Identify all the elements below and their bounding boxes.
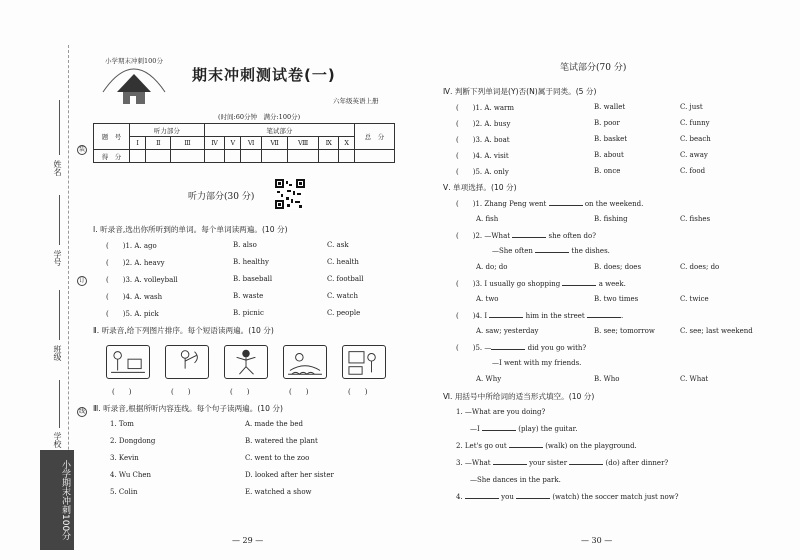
s3-left-2: 2. Dongdong [110,437,156,445]
s1-q5: ( )5. A. pick [106,310,159,318]
s1-q1: ( )1. A. ago [106,242,157,250]
grade-label: 六年级英语上册 [333,97,379,105]
bind-circle-2: 订 [78,277,85,284]
s5-q2-line2-text: —She often [492,247,533,255]
s5-q4 [456,311,623,321]
s6-line-2-b: (play) the guitar. [518,425,578,433]
roman-2: Ⅱ [146,137,171,150]
s5-q4-c: C. see; last weekend [680,327,753,335]
s5-q2-a: A. do; do [476,263,508,271]
score-cell[interactable] [355,150,395,163]
roman-8: Ⅷ [288,137,319,150]
score-label: 得 分 [94,150,130,163]
s6-line-6-c: (watch) the soccer match just now? [552,493,679,501]
s5-q3 [456,279,626,289]
s5-q2 [456,231,596,241]
roman-1: Ⅰ [130,137,146,150]
s3-right-e: E. watched a show [245,488,312,496]
s5-q5-blank[interactable] [491,349,525,350]
s4-q2-c: C. funny [680,119,710,127]
s1-q1-b: B. also [233,241,257,249]
s4-q3-c: C. beach [680,135,711,143]
total-header: 总 分 [355,124,395,150]
s5-q1-rest: on the weekend. [584,200,644,208]
s5-q2-blank-2[interactable] [535,252,569,253]
s6-line-6-b: you [501,493,514,501]
s6-blank-3[interactable] [493,464,527,465]
qr-code-icon [275,179,305,209]
score-cell[interactable] [262,150,288,163]
name-line[interactable] [59,100,60,155]
s5-q2-rest: she often do? [548,232,596,240]
s5-q5-a: A. Why [476,375,502,383]
exam-title: 期末冲刺测试卷(一) [192,66,336,84]
s1-q2-c: C. health [327,258,359,266]
name-label: 姓名 [53,160,62,176]
s1-q3-c: C. football [327,275,364,283]
s6-line-1: 1. —What are you doing? [456,408,546,416]
s5-q4-end: . [620,312,624,320]
listening-title: 听力部分(30 分) [188,192,255,202]
s5-q2-blank[interactable] [512,237,546,238]
binding-strip [0,0,92,560]
s5-q4-blank-2[interactable] [587,317,621,318]
s5-q5-c: C. What [680,375,709,383]
s5-q3-b: B. two times [594,295,639,303]
score-cell[interactable] [339,150,355,163]
s1-q3: ( )3. A. volleyball [106,276,178,284]
s3-left-5: 5. Colin [110,488,138,496]
s4-q5-b: B. once [594,167,621,175]
s6-line-3-b: (walk) on the playground. [545,442,637,450]
s4-q1-c: C. just [680,103,703,111]
roman-5: Ⅴ [225,137,241,150]
s5-q5-text: ( )5. — [456,344,492,352]
s6-line-2-a: —I [470,425,480,433]
s5-q4-rest: him in the street [525,312,585,320]
order-blank-3[interactable]: ( ) [230,388,250,396]
s5-q1-blank[interactable] [549,205,583,206]
section-3-heading: Ⅲ. 听录音,根据所听内容连线。每个句子读两遍。(10 分) [93,404,283,413]
book-title-vertical: 小学期末冲刺100分 [40,450,74,550]
s5-q4-b: B. see; tomorrow [594,327,655,335]
section-5-heading: Ⅴ. 单项选择。(10 分) [443,183,517,192]
s3-left-3: 3. Kevin [110,454,139,462]
s6-line-4-c: (do) after dinner? [605,459,669,467]
s5-q1-b: B. fishing [594,215,628,223]
s3-right-c: C. went to the zoo [245,454,310,462]
s6-blank-2[interactable] [509,447,543,448]
s5-q1 [456,199,643,209]
s5-q5-rest: did you go with? [527,344,587,352]
s1-q2: ( )2. A. heavy [106,259,165,267]
bind-circle-3: 线 [78,408,85,415]
s1-q4: ( )4. A. wash [106,293,163,301]
s6-line-4-a: 3. —What [456,459,491,467]
s4-q4-b: B. about [594,151,624,159]
s6-line-6 [456,493,679,501]
house-logo-icon [95,52,173,108]
s6-blank-5[interactable] [465,498,499,499]
number-label: 学号 [53,250,62,266]
s6-line-3-a: 2. Let's go out [456,442,507,450]
s1-q2-b: B. healthy [233,258,269,266]
s6-line-4-b: your sister [529,459,568,467]
roman-3: Ⅲ [171,137,204,150]
s3-left-1: 1. Tom [110,420,134,428]
s1-q3-b: B. baseball [233,275,273,283]
s4-q2-b: B. poor [594,119,620,127]
s4-q4-c: C. away [680,151,708,159]
s5-q3-rest: a week. [598,280,626,288]
score-cell[interactable] [130,150,146,163]
page-number-left: — 29 — [232,536,264,545]
order-blank-4[interactable]: ( ) [289,388,309,396]
order-blank-5[interactable]: ( ) [348,388,368,396]
s5-q3-blank[interactable] [562,285,596,286]
s4-q3: ( )3. A. boat [456,136,510,144]
roman-7: Ⅶ [262,137,288,150]
s6-line-6-a: 4. [456,493,463,501]
s4-q5-c: C. food [680,167,706,175]
s4-q1: ( )1. A. warm [456,104,515,112]
score-cell[interactable] [319,150,339,163]
s5-q5-line2: —I went with my friends. [492,359,582,367]
s5-q4-a: A. saw; yesterday [476,327,539,335]
s1-q4-c: C. watch [327,292,358,300]
class-label: 班级 [53,345,62,361]
section-1-heading: Ⅰ. 听录音,选出你所听到的单词。每个单词读两遍。(10 分) [93,225,288,234]
s1-q4-b: B. waste [233,292,264,300]
page-number-right: — 30 — [581,536,613,545]
number-line[interactable] [59,195,60,245]
picture-2-icon [165,345,209,379]
s5-q2-line2 [492,247,610,255]
score-cell[interactable] [146,150,171,163]
s5-q3-a: A. two [476,295,499,303]
picture-1-icon [106,345,150,379]
s3-right-a: A. made the bed [245,420,303,428]
section-2-heading: Ⅱ. 听录音,给下列图片排序。每个短语读两遍。(10 分) [93,326,274,335]
roman-4: Ⅳ [204,137,225,150]
picture-4-icon [283,345,327,379]
section-6-heading: Ⅵ. 用括号中所给词的适当形式填空。(10 分) [443,392,595,401]
s5-q5 [456,343,586,353]
s6-line-2 [470,425,577,433]
s5-q4-blank[interactable] [489,317,523,318]
s5-q2-line2-rest: the dishes. [571,247,610,255]
score-table [93,123,395,163]
s1-q1-c: C. ask [327,241,349,249]
s4-q4: ( )4. A. visit [456,152,509,160]
score-cell[interactable] [288,150,319,163]
s4-q2: ( )2. A. busy [456,120,511,128]
s5-q1-text: ( )1. Zhang Peng went [456,200,547,208]
s5-q4-text: ( )4. I [456,312,488,320]
s5-q1-a: A. fish [476,215,499,223]
s5-q5-b: B. Who [594,375,620,383]
writing-header: 笔试部分 [204,124,354,137]
s6-line-4 [456,459,668,467]
score-cell[interactable] [225,150,241,163]
s5-q2-text: ( )2. —What [456,232,511,240]
logo-text: 小学期末冲刺100分 [105,57,163,65]
s5-q2-b: B. does; does [594,263,642,271]
s6-blank-6[interactable] [516,498,550,499]
score-cell[interactable] [204,150,225,163]
roman-6: Ⅵ [241,137,262,150]
picture-3-icon [224,345,268,379]
bind-circle-1: 装 [78,146,85,153]
s3-left-4: 4. Wu Chen [110,471,152,479]
s6-line-5: —She dances in the park. [470,476,561,484]
s3-right-b: B. watered the plant [245,437,318,445]
roman-9: Ⅸ [319,137,339,150]
score-cell[interactable] [241,150,262,163]
school-line[interactable] [59,380,60,428]
listening-header: 听力部分 [130,124,205,137]
s6-line-3 [456,442,637,450]
class-line[interactable] [59,290,60,340]
picture-5-icon [342,345,386,379]
roman-10: Ⅹ [339,137,355,150]
section-4-heading: Ⅳ. 判断下列单词是(Y)否(N)属于同类。(5 分) [443,87,597,96]
order-blank-2[interactable]: ( ) [171,388,191,396]
time-info: (时间:60分钟 满分:100分) [218,113,301,121]
score-cell[interactable] [171,150,204,163]
school-label: 学校 [53,432,62,448]
s4-q1-b: B. wallet [594,103,626,111]
order-blank-1[interactable]: ( ) [112,388,132,396]
s1-q5-c: C. people [327,309,361,317]
s1-q5-b: B. picnic [233,309,264,317]
s5-q2-c: C. does; do [680,263,720,271]
s4-q5: ( )5. A. only [456,168,509,176]
s6-blank-4[interactable] [569,464,603,465]
s5-q1-c: C. fishes [680,215,711,223]
writing-title: 笔试部分(70 分) [560,63,627,73]
s6-blank-1[interactable] [482,430,516,431]
s5-q3-c: C. twice [680,295,709,303]
s4-q3-b: B. basket [594,135,628,143]
q-number-label: 题 号 [94,124,130,150]
s5-q3-text: ( )3. I usually go shopping [456,280,561,288]
s3-right-d: D. looked after her sister [245,471,334,479]
